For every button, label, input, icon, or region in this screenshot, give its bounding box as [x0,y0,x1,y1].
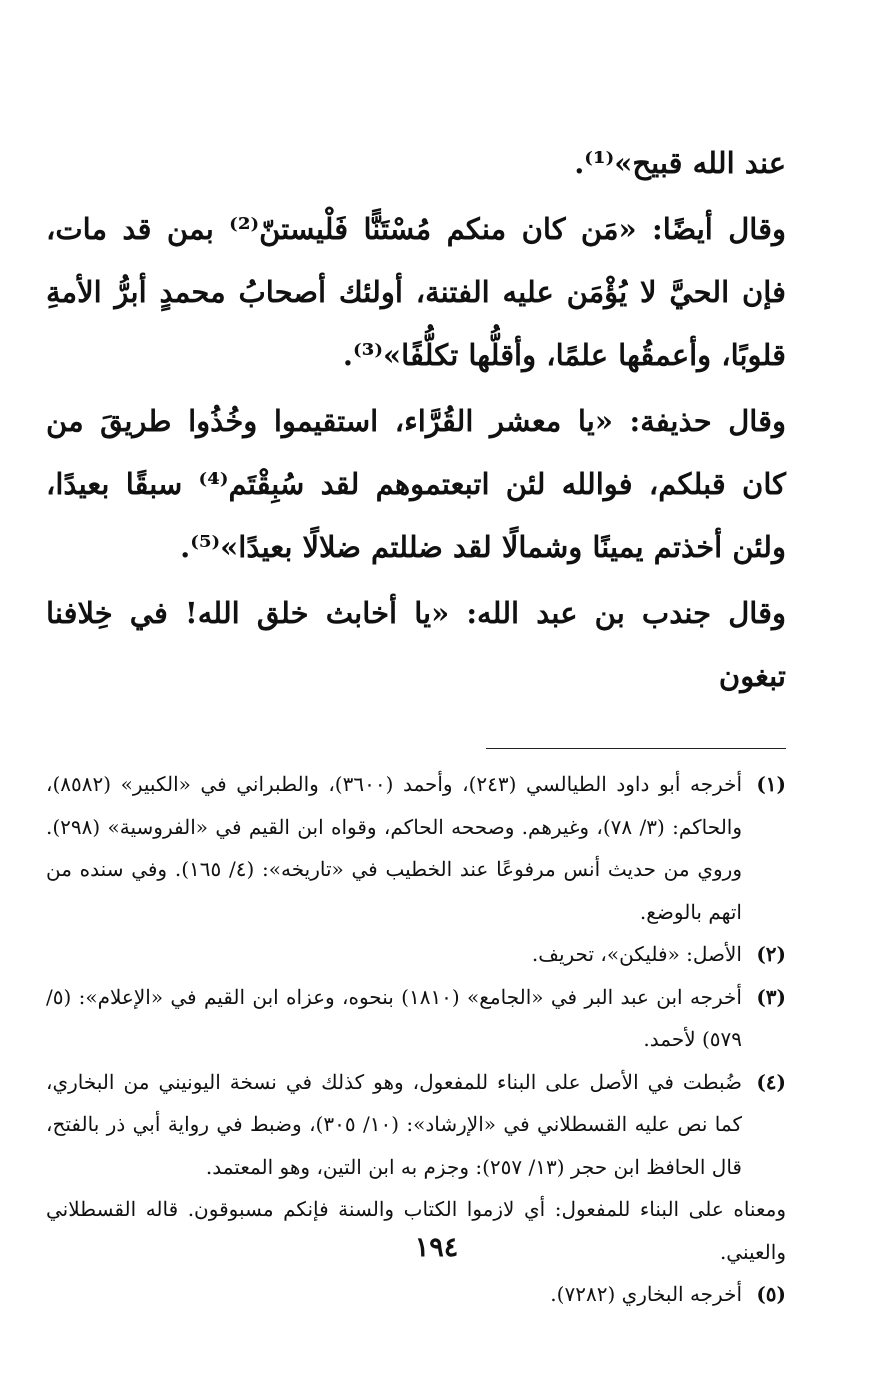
footnote-5 [46,1273,786,1316]
footnote-4-continuation: ومعناه على البناء للمفعول: أي لازموا الكتاب والسنة فإنكم مسبوقون. قاله القسطلاني والعيني. [46,1197,786,1264]
footnote-text: أخرجه ابن عبد البر في «الجامع» (١٨١٠) بنحوه، وعزاه ابن القيم في «الإعلام»: (٥/ ٥٧٩) لأحمد. [46,984,742,1051]
footnote-text: أخرجه البخاري (٧٢٨٢). [550,1282,742,1306]
footnote-number: (٣) [756,984,786,1009]
footnote-text: الأصل: «فليكن»، تحريف. [531,942,742,966]
footnote-number: (٢) [756,942,786,966]
footnote-1 [46,763,786,933]
footnote-number: (٥) [756,1282,786,1306]
footnote-number: (١) [756,772,786,796]
footnote-4 [46,1061,786,1189]
footnote-separator [486,748,786,749]
footnote-text: أخرجه أبو داود الطيالسي (٢٤٣)، وأحمد (٣٦٠٠)، والطبراني في «الكبير» (٨٥٨٢)، والحاكم: (٣/ ٧٨)، وغيرهم. وصححه الحاكم، وقواه ابن القيم في «الفروسية» (٢٩٨). وروي من حديث أنس مرفوعًا عند الخطيب في «تاريخه»: (٤/ ١٦٥). وفي سنده من اتهم بالوضع. [46,772,743,924]
footnote-2 [46,933,786,976]
body-paragraph-4: وقال جندب بن عبد الله: «يا أخابث خلق الله! في خِلافنا تبغون [46,596,786,693]
body-paragraph-1: عند الله قبيح»⁽¹⁾. [574,146,786,180]
page-number: ١٩٤ [414,1232,459,1263]
footnote-number: (٤) [756,1069,786,1094]
page-content [46,132,786,1306]
body-paragraph-2: وقال أيضًا: «مَن كان منكم مُسْتَنًّا فَلْيستنّ⁽²⁾ بمن قد مات، فإن الحيَّ لا يُؤْمَن عليه الفتنة، أولئك أصحابُ محمدٍ أبرُّ الأمةِ قلوبًا، وأعمقُها علمًا، وأقلُّها تكلُّفًا»⁽³⁾. [46,212,786,372]
footnote-3 [46,976,786,1061]
body-paragraph-3: وقال حذيفة: «يا معشر القُرَّاء، استقيموا وخُذُوا طريقَ من كان قبلكم، فوالله لئن اتبعتموهم لقد سُبِقْتَم⁽⁴⁾ سبقًا بعيدًا، ولئن أخذتم يمينًا وشمالًا لقد ضللتم ضلالًا بعيدًا»⁽⁵⁾. [46,404,786,564]
footnote-text: ضُبطت في الأصل على البناء للمفعول، وهو كذلك في نسخة اليونيني من البخاري، كما نص عليه القسطلاني في «الإرشاد»: (١٠/ ٣٠٥)، وضبط في رواية أبي ذر بالفتح، قال الحافظ ابن حجر (١٣/ ٢٥٧): وجزم به ابن التين، وهو المعتمد. [46,1069,742,1179]
